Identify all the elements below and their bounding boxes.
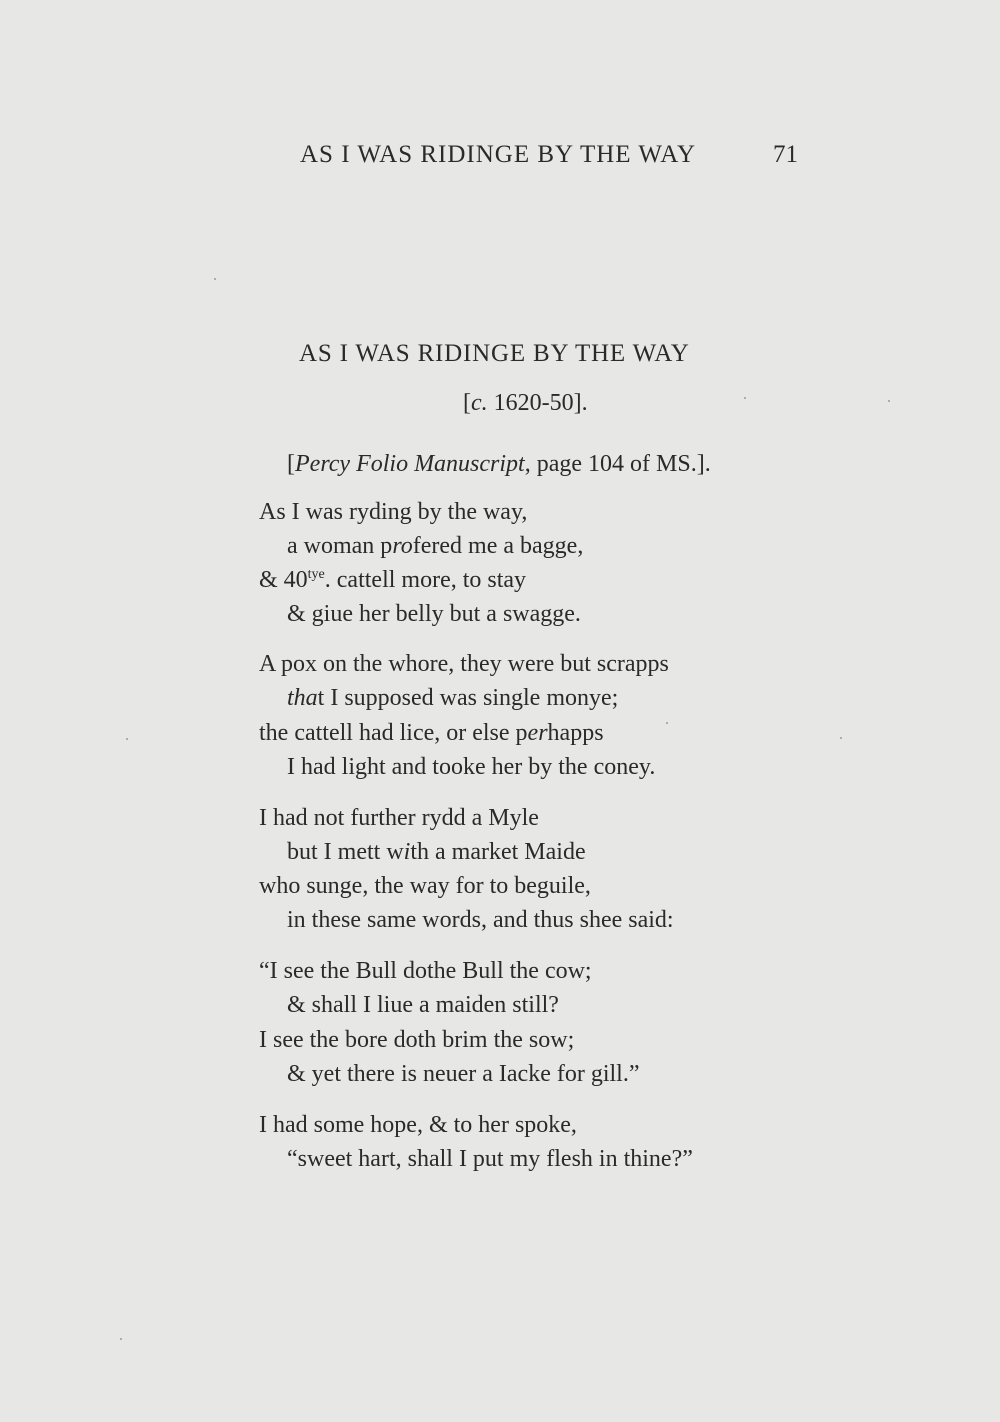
verse-line: & giue her belly but a swagge. — [287, 601, 581, 627]
verse-line: I see the bore doth brim the sow; — [259, 1027, 575, 1053]
verse-text: t I supposed was single monye; — [317, 685, 619, 711]
source-bracket: [ — [287, 451, 295, 477]
poem-title: AS I WAS RIDINGE BY THE WAY — [299, 340, 690, 367]
source-page: , page 104 of MS.]. — [524, 451, 711, 477]
verse-italic: i — [403, 839, 411, 865]
poem-source — [287, 451, 711, 478]
verse-italic: er — [527, 720, 548, 746]
verse-line: I had light and tooke her by the coney. — [287, 754, 656, 780]
date-range: 1620-50]. — [487, 390, 588, 416]
verse-line — [259, 567, 526, 594]
verse-text: th a market Maide — [410, 839, 586, 865]
verse-line: & shall I liue a maiden still? — [287, 992, 559, 1018]
running-head: AS I WAS RIDINGE BY THE WAY — [300, 141, 697, 168]
verse-line: I had not further rydd a Myle — [259, 805, 539, 831]
verse-line: who sunge, the way for to beguile, — [259, 873, 591, 899]
verse-line: A pox on the whore, they were but scrapps — [259, 651, 669, 677]
verse-line — [259, 720, 604, 747]
verse-line: “I see the Bull dothe Bull the cow; — [259, 958, 592, 984]
paper-speck — [744, 397, 746, 399]
verse-text: . cattell more, to stay — [324, 567, 527, 593]
date-bracket: [ — [463, 390, 471, 416]
verse-line: I had some hope, & to her spoke, — [259, 1112, 577, 1138]
poem-date — [463, 390, 588, 417]
source-manuscript: Percy Folio Manuscript — [295, 451, 525, 477]
verse-line: in these same words, and thus shee said: — [287, 907, 674, 933]
verse-italic: ro — [392, 533, 413, 559]
verse-line: & yet there is neuer a Iacke for gill.” — [287, 1061, 640, 1087]
verse-text: fered me a bagge, — [412, 533, 584, 559]
verse-line: “sweet hart, shall I put my flesh in thine?” — [287, 1146, 693, 1172]
page-number: 71 — [773, 141, 798, 168]
paper-speck — [120, 1338, 122, 1340]
verse-line — [287, 839, 586, 866]
verse-text: a woman p — [287, 533, 393, 559]
verse-text: the cattell had lice, or else p — [259, 720, 528, 746]
paper-speck — [666, 722, 668, 724]
verse-line — [287, 685, 618, 712]
paper-speck — [126, 738, 128, 740]
paper-speck — [888, 400, 890, 402]
date-circa: c. — [471, 390, 488, 416]
verse-text: but I mett w — [287, 839, 404, 865]
verse-line: As I was ryding by the way, — [259, 499, 528, 525]
verse-superscript: tye — [307, 567, 325, 582]
verse-text: happs — [547, 720, 604, 746]
verse-line — [287, 533, 583, 560]
paper-speck — [214, 278, 216, 280]
verse-italic: tha — [287, 685, 318, 711]
verse-text: & 40 — [259, 567, 308, 593]
paper-speck — [840, 737, 842, 739]
